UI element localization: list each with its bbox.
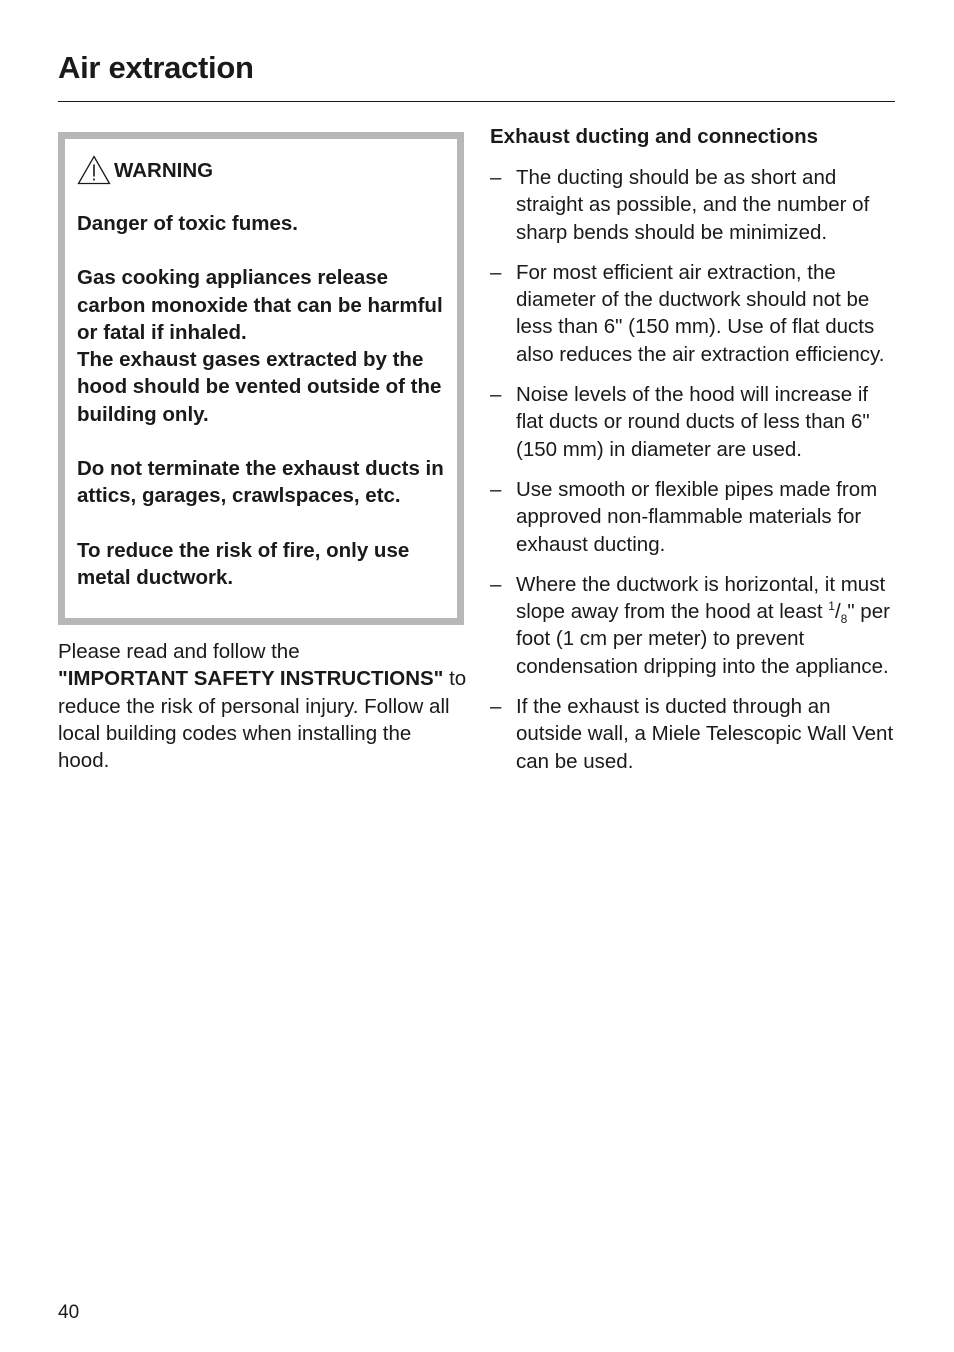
list-item-text: For most efficient air extraction, the diameter of the ductwork should not be less than 6" (150 mm). Use of flat ducts also reduces the air extraction efficiency. bbox=[516, 260, 885, 366]
list-item bbox=[490, 381, 900, 463]
intro-lead: Please read and follow the bbox=[58, 640, 300, 663]
intro-tail: to reduce the risk of personal injury. Follow all local building codes when installing the hood. bbox=[58, 667, 467, 773]
intro-emphasis: "IMPORTANT SAFETY INSTRUCTIONS" bbox=[58, 667, 444, 691]
warning-carbon-monoxide: Gas cooking appliances release carbon monoxide that can be harmful or fatal if inhaled. bbox=[77, 266, 443, 344]
list-item-text: Use smooth or flexible pipes made from approved non-flammable materials for exhaust ducting. bbox=[516, 477, 878, 556]
list-item-text: The ducting should be as short and straight as possible, and the number of sharp bends should be minimized. bbox=[516, 166, 870, 244]
list-item-text: If the exhaust is ducted through an outside wall, a Miele Telescopic Wall Vent can be used. bbox=[516, 695, 894, 773]
safety-instructions-note bbox=[58, 638, 468, 774]
dash-bullet: – bbox=[490, 477, 502, 501]
list-item bbox=[490, 476, 900, 558]
exhaust-ducting-list bbox=[490, 164, 900, 788]
list-item bbox=[490, 164, 900, 246]
title-divider bbox=[58, 101, 895, 102]
slope-text-before: Where the ductwork is horizontal, it must slope away from the hood at least bbox=[516, 572, 886, 624]
dash-bullet: – bbox=[490, 260, 502, 284]
page-number: 40 bbox=[58, 1302, 80, 1323]
warning-metal-ductwork: To reduce the risk of fire, only use metal ductwork. bbox=[77, 538, 410, 589]
warning-vent-outside: The exhaust gases extracted by the hood should be vented outside of the building only. bbox=[77, 348, 442, 426]
exhaust-ducting-heading: Exhaust ducting and connections bbox=[490, 125, 819, 148]
list-item bbox=[490, 571, 900, 680]
warning-heading bbox=[77, 156, 445, 186]
warning-triangle-icon bbox=[77, 155, 111, 185]
list-item-text bbox=[516, 573, 890, 678]
fraction-one-eighth: $^1/_8$ bbox=[828, 599, 848, 627]
dash-bullet: – bbox=[490, 572, 502, 596]
warning-toxic-fumes: Danger of toxic fumes. bbox=[77, 212, 298, 235]
warning-do-not-terminate: Do not terminate the exhaust ducts in attics, garages, crawlspaces, etc. bbox=[77, 457, 444, 508]
dash-bullet: – bbox=[490, 383, 502, 407]
fraction-denominator: 8 bbox=[840, 612, 848, 627]
list-item-text: Noise levels of the hood will increase if flat ducts or round ducts of less than 6" (150 mm) in diameter are used. bbox=[516, 383, 870, 461]
dash-bullet: – bbox=[490, 695, 502, 719]
slope-text-after: " per foot (1 cm per meter) to prevent condensation dripping into the appliance. bbox=[516, 600, 890, 678]
warning-box bbox=[58, 132, 464, 625]
dash-bullet: – bbox=[490, 166, 502, 189]
page-title: Air extraction bbox=[58, 50, 254, 85]
fraction-numerator: 1 bbox=[828, 599, 835, 614]
list-item bbox=[490, 693, 900, 775]
warning-label: WARNING bbox=[114, 159, 214, 183]
list-item bbox=[490, 259, 900, 368]
